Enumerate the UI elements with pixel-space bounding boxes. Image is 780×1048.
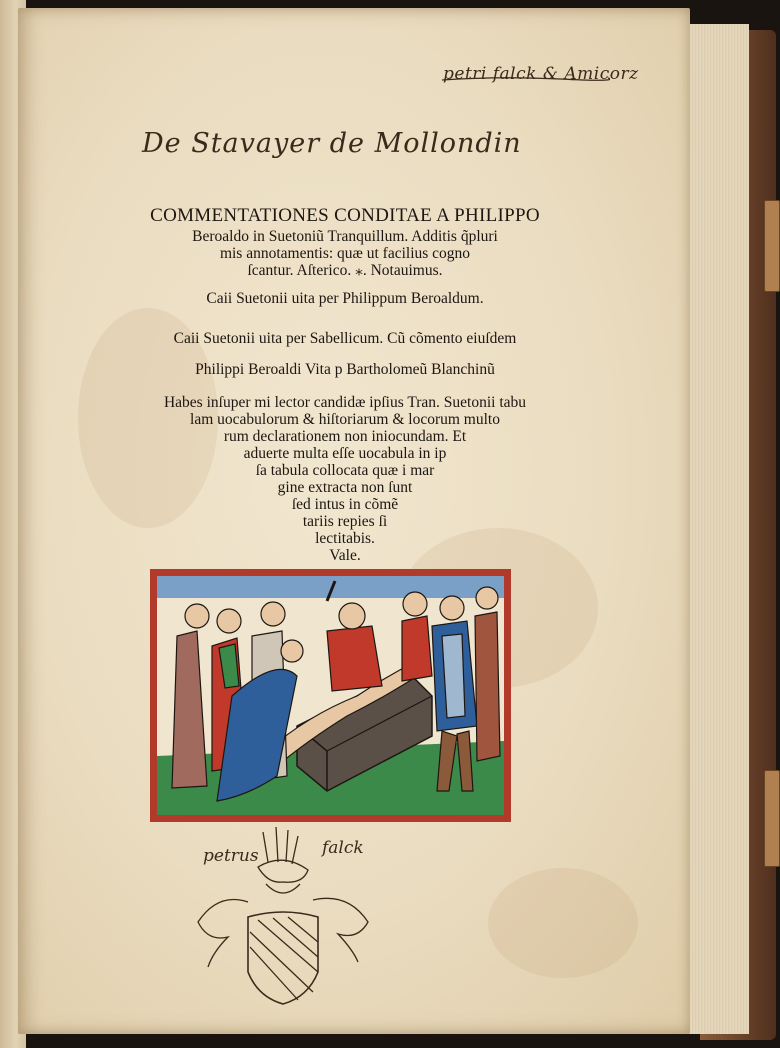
closing-line: aduerte multa eſſe uocabula in ip [243, 445, 447, 462]
owner-inscription: De Stavayer de Mollondin [142, 128, 522, 159]
entry-line: Caii Suetonii uita per Sabellicum. Cũ cõmento eiuſdem [173, 330, 517, 347]
closing-line: ſed intus in cõmẽ [291, 496, 399, 513]
closing-line: rum declarationem non iniocundam. Et [223, 428, 467, 445]
woodcut-scene [157, 576, 504, 815]
entry-line: Philippi Beroaldi Vita p Bartholomeũ Blanchinũ [195, 361, 495, 378]
intro-line: ſcantur. Aſterico. ⁎. Notauimus. [247, 262, 443, 279]
closing-line: Vale. [329, 547, 361, 564]
woodcut-illustration [150, 569, 511, 822]
signature-falck: falck [322, 838, 364, 858]
strike-through [440, 74, 610, 84]
closing-line: Habes inſuper mi lector candidæ ipſius Tran. Suetonii tabu [163, 394, 527, 411]
signature-petrus: petrus [203, 846, 259, 866]
intro-line: mis annotamentis: quæ ut facilius cogno [219, 245, 471, 262]
coat-of-arms-drawing [188, 822, 378, 1010]
clasp-bottom [764, 770, 780, 867]
page-edges [684, 24, 749, 1034]
closing-line: lam uocabulorum & hiſtoriarum & locorum multo [190, 411, 500, 428]
ownership-inscription-top: petri falck & Amicorz [443, 64, 639, 84]
clasp-top [764, 200, 780, 292]
title-heading: COMMENTATIONES CONDITAE A PHILIPPO [150, 205, 540, 226]
closing-line: gine extracta non ſunt [277, 479, 413, 496]
closing-line: lectitabis. [315, 530, 375, 547]
intro-line: Beroaldo in Suetoniũ Tranquillum. Additis q̃pluri [192, 228, 498, 245]
closing-line: ſa tabula collocata quæ i mar [255, 462, 435, 479]
entry-line: Caii Suetonii uita per Philippum Beroaldum. [206, 290, 484, 307]
closing-text [130, 394, 560, 564]
title-intro [130, 228, 560, 279]
closing-line: tariis repies ſi [302, 513, 388, 530]
